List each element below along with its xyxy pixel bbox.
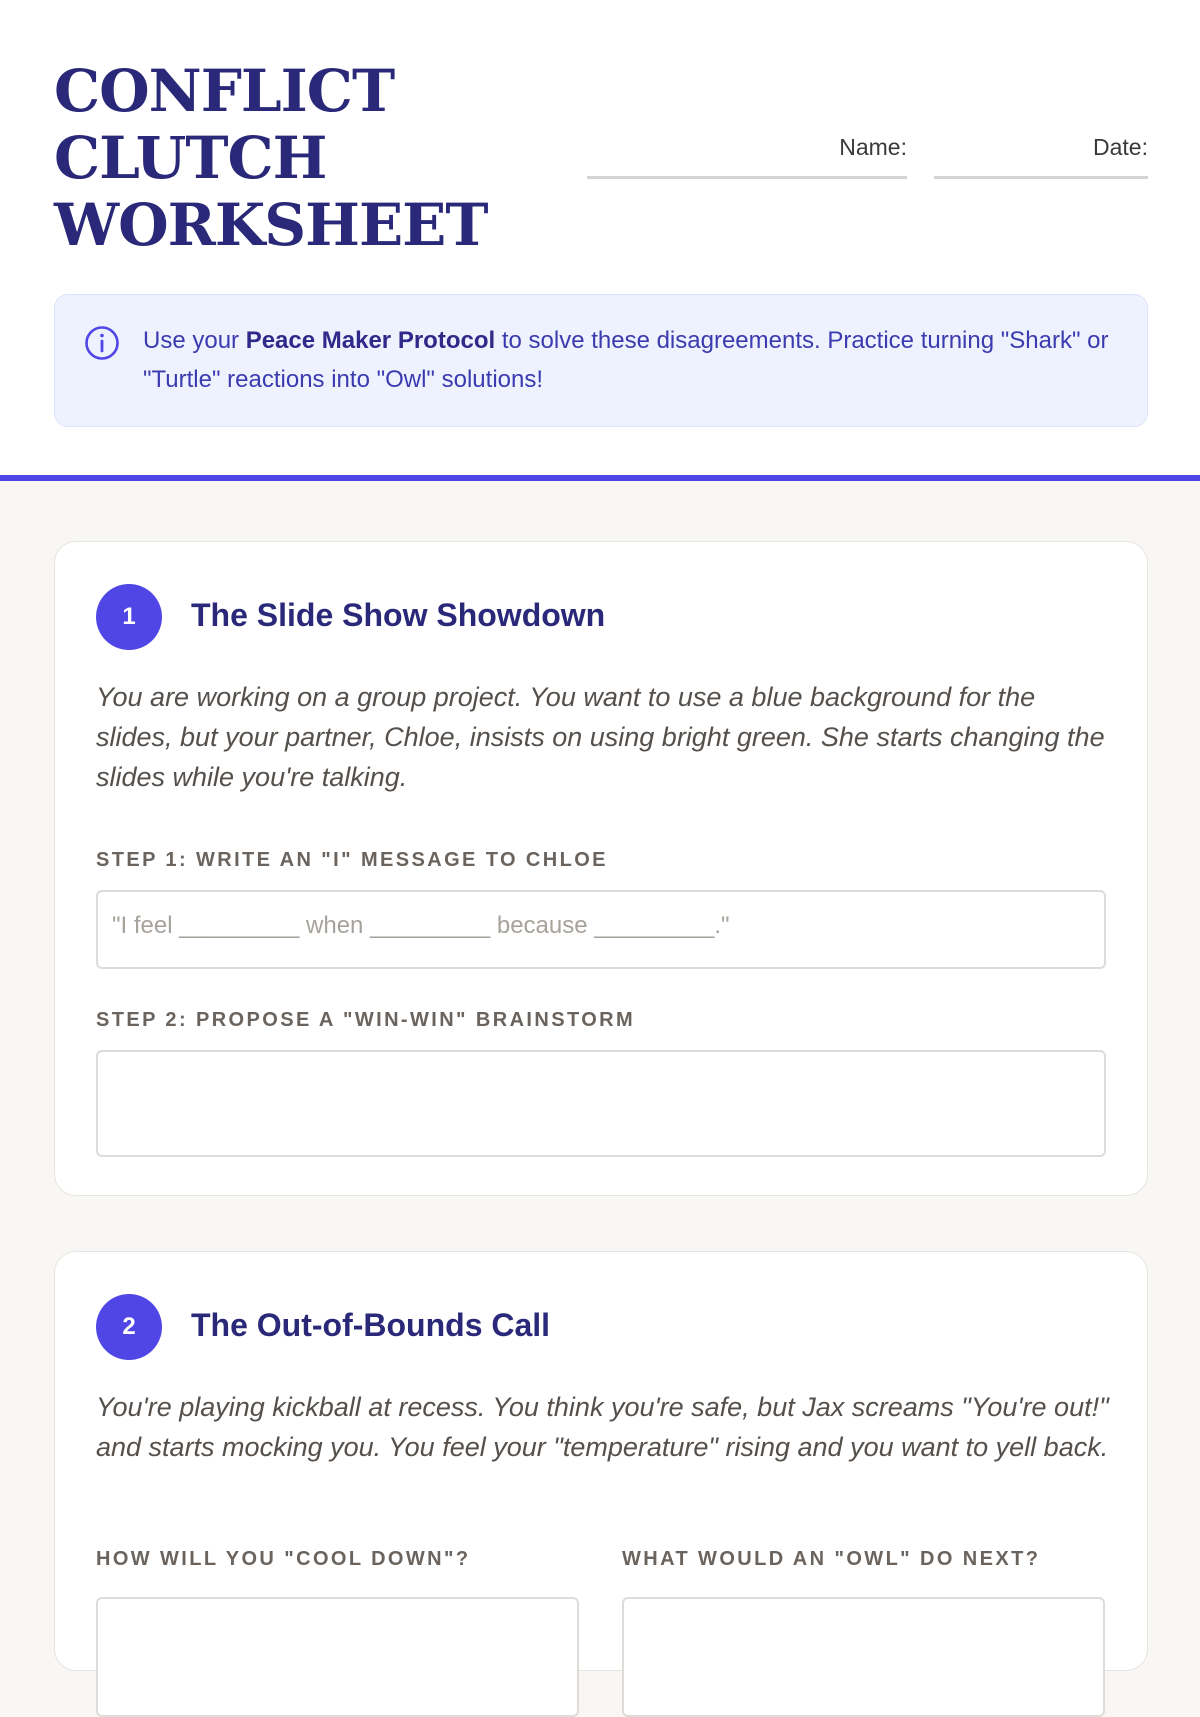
page-title: [54, 57, 488, 259]
date-field[interactable]: [934, 134, 1148, 179]
title-line-3: WORKSHEET: [54, 191, 488, 259]
scenario-number-badge: 2: [96, 1294, 162, 1360]
name-label: Name:: [839, 134, 907, 160]
worksheet-header: [0, 0, 1200, 481]
title-line-2: CLUTCH: [54, 124, 327, 192]
header-divider: [0, 475, 1200, 481]
title-line-1: CONFLICT: [54, 57, 395, 125]
step-2-label: STEP 2: PROPOSE A "WIN-WIN" BRAINSTORM: [96, 1009, 636, 1031]
scenario-title: The Out-of-Bounds Call: [191, 1307, 551, 1343]
protocol-name: Peace Maker Protocol: [245, 327, 496, 354]
info-icon: [84, 325, 120, 361]
cool-down-label: HOW WILL YOU "COOL DOWN"?: [96, 1548, 471, 1570]
date-label: Date:: [1093, 134, 1148, 160]
scenario-number-badge: 1: [96, 584, 162, 650]
scenario-title: The Slide Show Showdown: [191, 597, 606, 633]
name-field[interactable]: [587, 134, 907, 179]
scenario-description: You're playing kickball at recess. You think you're safe, but Jax screams "You're out!" and starts mocking you. You feel your "temperature" rising and you want to yell back.: [96, 1392, 1109, 1462]
scenario-card-2: [54, 1251, 1148, 1671]
scenario-card-1: [54, 541, 1148, 1196]
i-message-placeholder: "I feel _________ when _________ because _________.": [112, 912, 730, 939]
brainstorm-input[interactable]: [96, 1050, 1106, 1157]
owl-next-label: WHAT WOULD AN "OWL" DO NEXT?: [622, 1548, 1041, 1570]
owl-next-input[interactable]: [622, 1597, 1105, 1717]
instructions-text: Use your Peace Maker Protocol to solve these disagreements. Practice turning "Shark" or "Turtle" reactions into "Owl" solutions!: [143, 327, 1109, 393]
scenario-description: You are working on a group project. You want to use a blue background for the slides, but your partner, Chloe, insists on using bright green. She starts changing the slides while you're talking.: [96, 682, 1105, 792]
i-message-input[interactable]: [96, 890, 1106, 969]
cool-down-input[interactable]: [96, 1597, 579, 1717]
step-1-label: STEP 1: WRITE AN "I" MESSAGE TO CHLOE: [96, 849, 608, 871]
instructions-callout: [54, 294, 1148, 427]
